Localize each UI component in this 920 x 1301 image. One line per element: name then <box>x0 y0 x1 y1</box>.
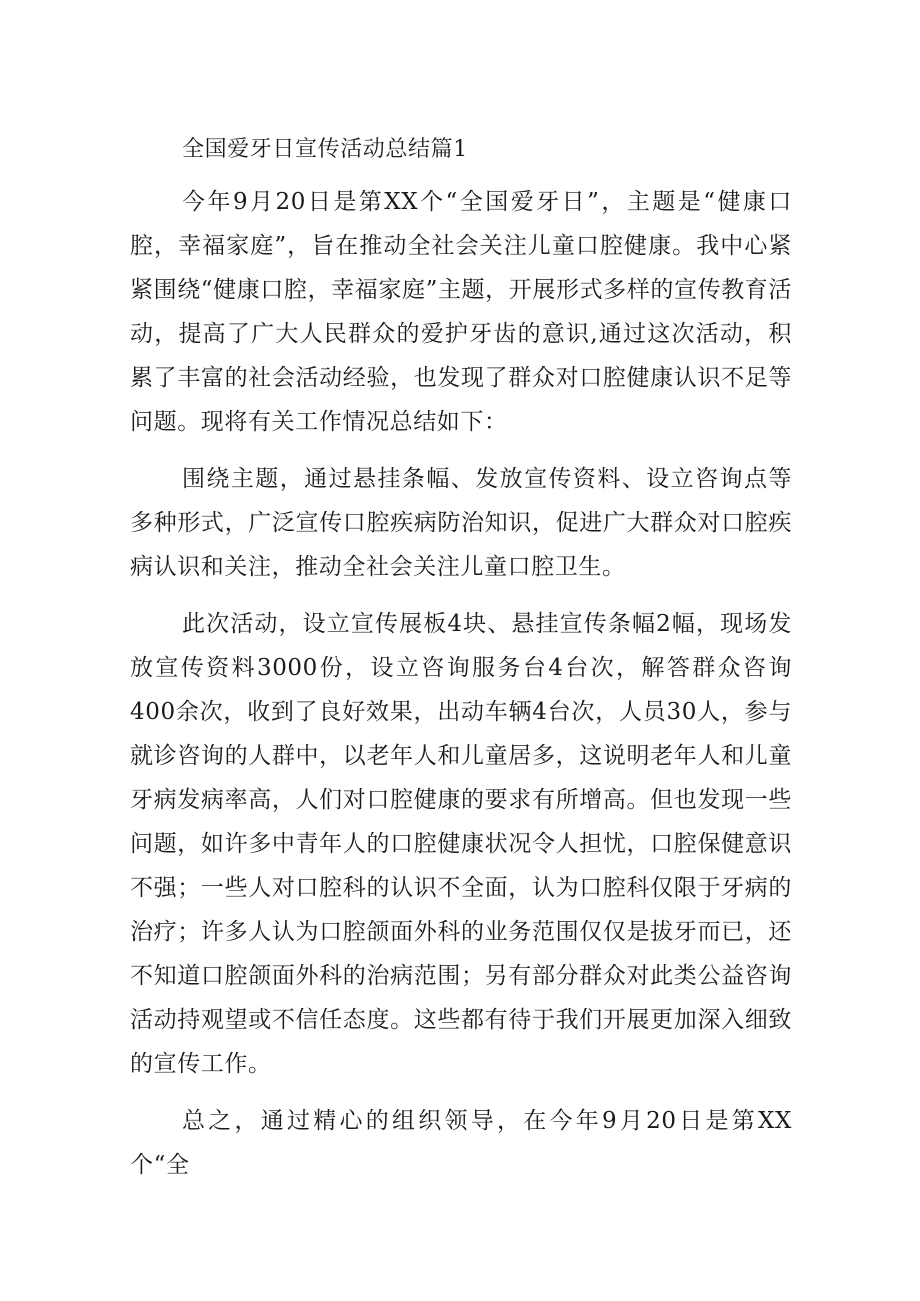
paragraph-theme-activities: 围绕主题，通过悬挂条幅、发放宣传资料、设立咨询点等多种形式，广泛宣传口腔疾病防治知识，促进广大群众对口腔疾病认识和关注，推动全社会关注儿童口腔卫生。 <box>130 466 792 580</box>
document-body <box>130 128 792 1200</box>
paragraph-activity-results: 此次活动，设立宣传展板4块、悬挂宣传条幅2幅，现场发放宣传资料3000份，设立咨询服务台4台次，解答群众咨询400余次，收到了良好效果，出动车辆4台次，人员30人，参与就诊咨询的人群中，以老年人和儿童居多，这说明老年人和儿童牙病发病率高，人们对口腔健康的要求有所增高。但也发现一些问题，如许多中青年人的口腔健康状况令人担忧，口腔保健意识不强；一些人对口腔科的认识不全面，认为口腔科仅限于牙病的治疗；许多人认为口腔颌面外科的业务范围仅仅是拔牙而已，还不知道口腔颌面外科的治病范围；另有部分群众对此类公益咨询活动持观望或不信任态度。这些都有待于我们开展更加深入细致的宣传工作。 <box>130 611 792 1077</box>
paragraph-conclusion: 总之，通过精心的组织领导，在今年9月20日是第XX个“全 <box>130 1108 792 1178</box>
paragraph-intro: 今年9月20日是第XX个“全国爱牙日”，主题是“健康口腔，幸福家庭”，旨在推动全社会关注儿童口腔健康。我中心紧紧围绕“健康口腔，幸福家庭”主题，开展形式多样的宣传教育活动，提高了广大人民群众的爱护牙齿的意识,通过这次活动，积累了丰富的社会活动经验，也发现了群众对口腔健康认识不足等问题。现将有关工作情况总结如下： <box>130 189 792 435</box>
document-title: 全国爱牙日宣传活动总结篇1 <box>182 137 468 162</box>
